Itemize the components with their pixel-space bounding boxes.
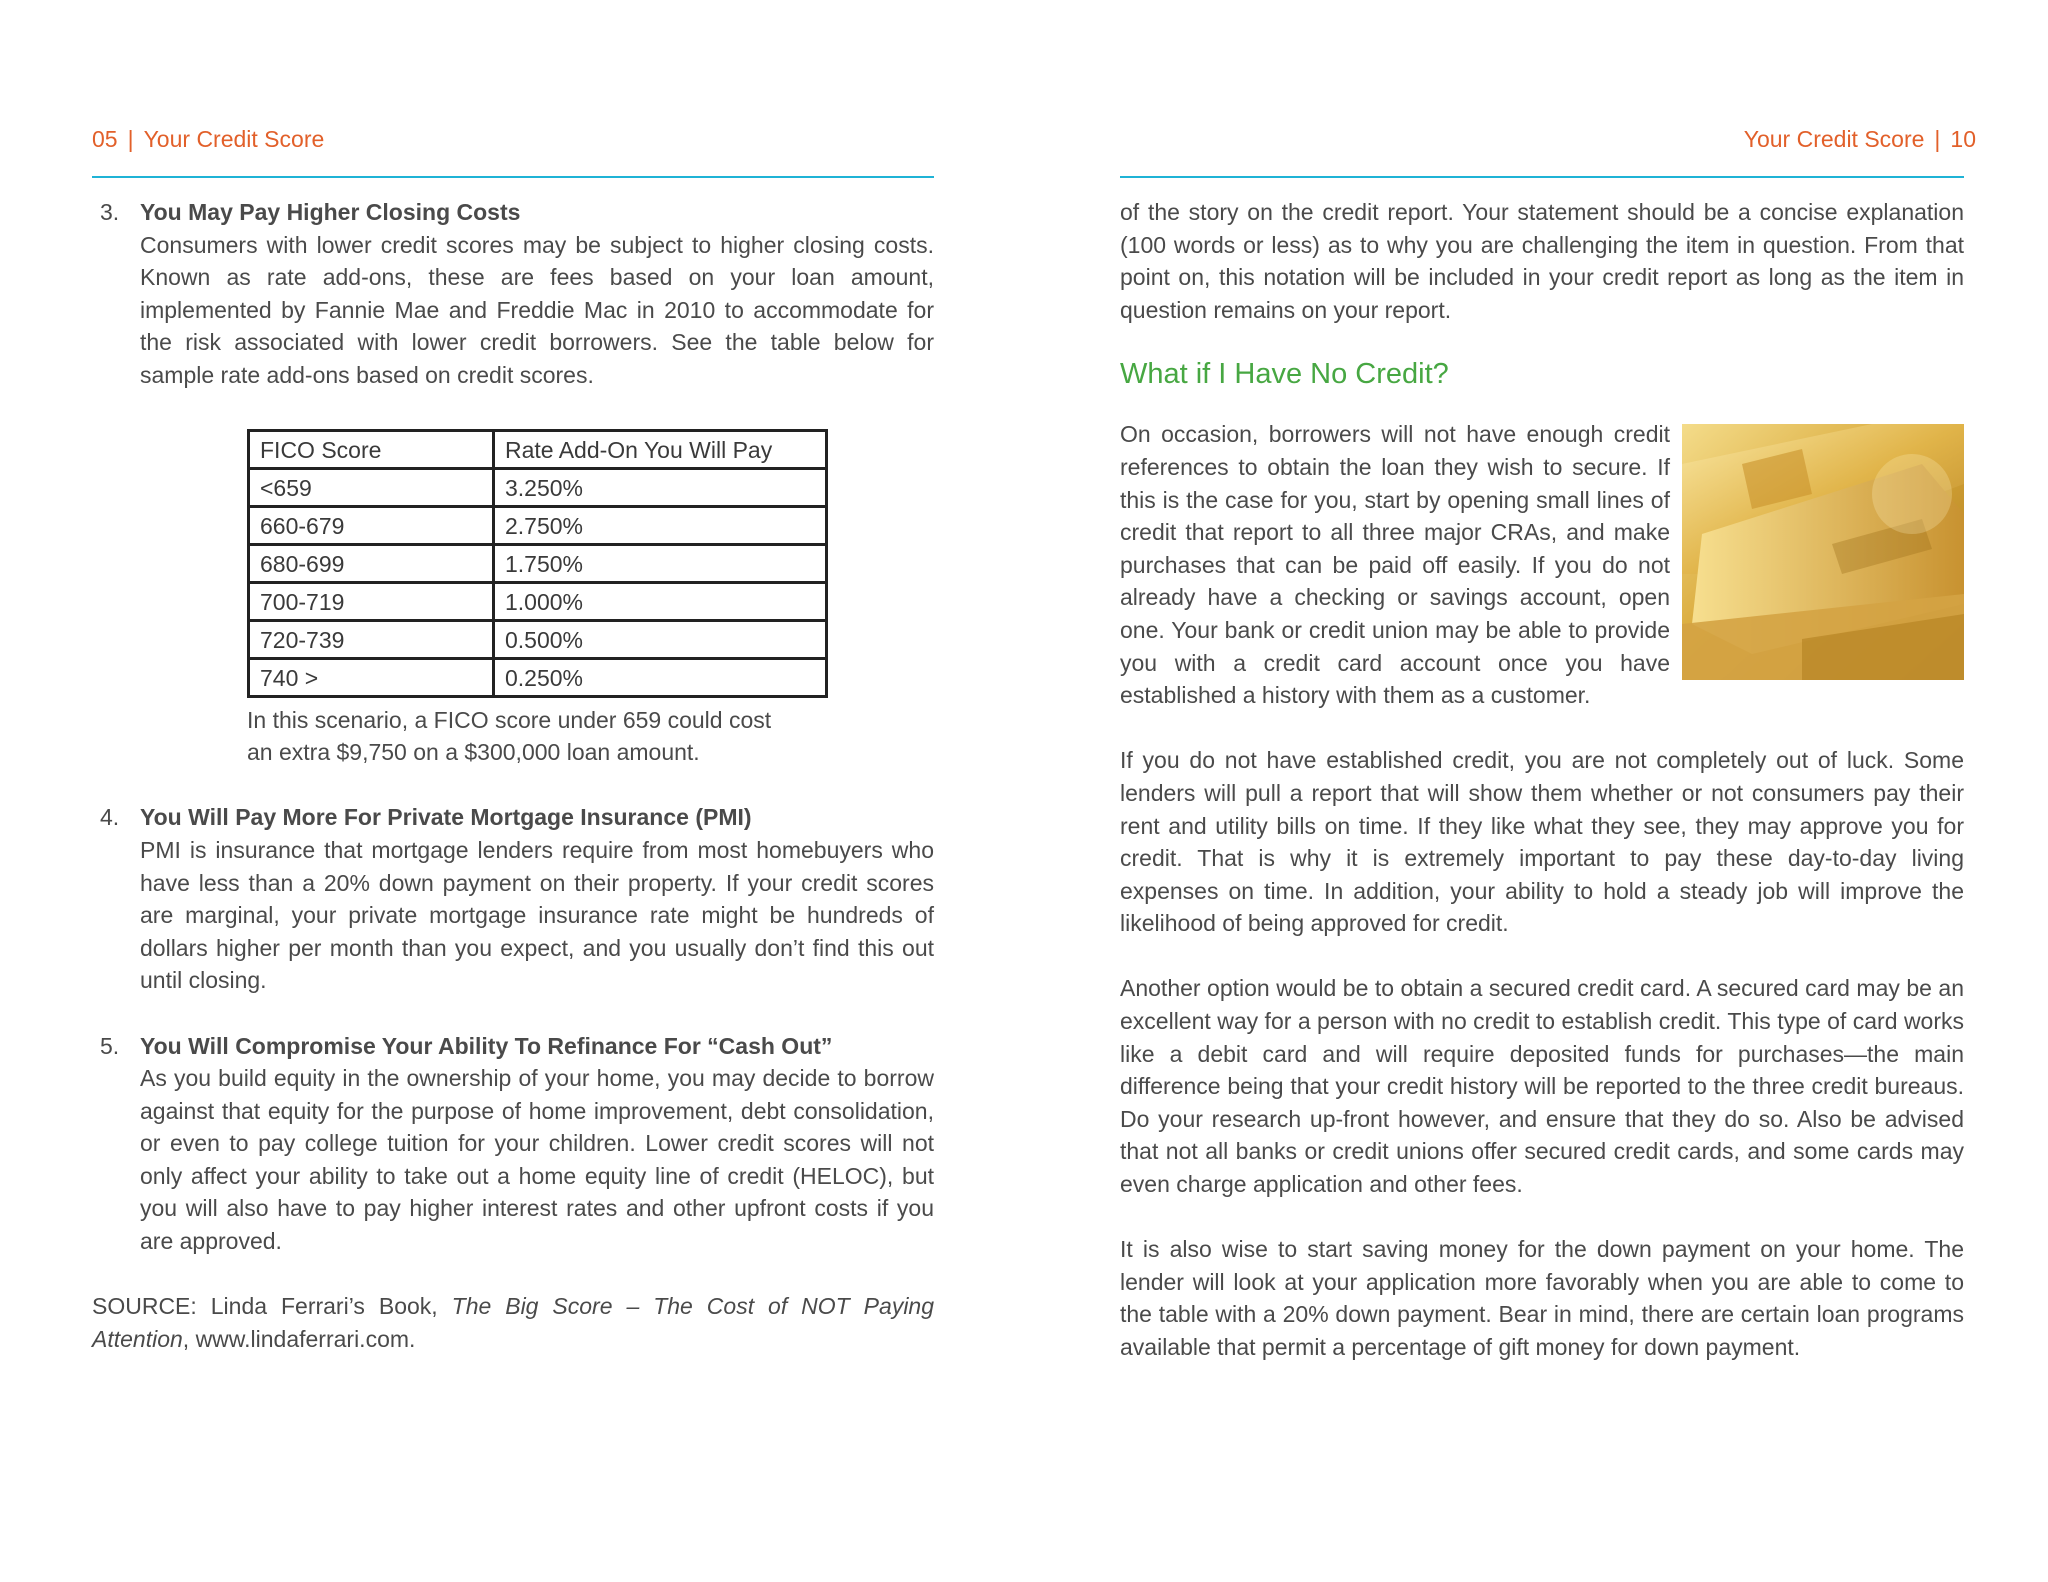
- source-citation: [92, 1290, 934, 1355]
- table-row: [249, 468, 827, 506]
- column-header: Rate Add-On You Will Pay: [494, 430, 827, 468]
- paragraph: It is also wise to start saving money for the down payment on your home. The lender will look at your application more favorably when you are able to come to the table with a 20% down payment. Bear in mind, there are certain loan programs available that permit a percentage of gift money for down payment.: [1120, 1236, 1964, 1360]
- fico-table-block: [247, 429, 828, 769]
- table-note-line: In this scenario, a FICO score under 659 could cost: [247, 706, 772, 733]
- item-number: 4.: [100, 804, 120, 831]
- item-title: You May Pay Higher Closing Costs: [140, 199, 521, 225]
- table-row: [249, 620, 827, 658]
- credit-cards-photo: [1682, 424, 1964, 680]
- header-rule: [92, 176, 934, 178]
- item-title: You Will Compromise Your Ability To Refinance For “Cash Out”: [140, 1032, 833, 1059]
- table-row: [249, 506, 827, 544]
- right-page: [1024, 0, 2048, 1582]
- right-column: [1120, 196, 1964, 1364]
- table-cell: 660-679: [249, 506, 494, 544]
- paragraph: On occasion, borrowers will not have enough credit references to obtain the loan they wish to secure. If this is the case for you, start by opening small lines of credit that report to all three major CRAs, and make purchases that can be paid off easily. If you do not already have a checking or savings account, open one. Your bank or credit union may be able to provide you with a credit card account once you have established a history with them as a customer.: [1120, 421, 1670, 709]
- source-suffix: , www.lindaferrari.com.: [182, 1325, 416, 1352]
- paragraph: Another option would be to obtain a secured credit card. A secured card may be an excellent way for a person with no credit to establish credit. This type of card works like a debit card and will require deposited funds for purchases—the main difference being that your credit history will be reported to the three credit bureaus. Do your research up-front however, and ensure that they do so. Also be advised that not all banks or credit unions offer secured credit cards, and some cards may even charge application and other fees.: [1120, 975, 1964, 1198]
- table-row: [249, 658, 827, 696]
- list-item: [92, 801, 934, 997]
- table-note: [247, 704, 828, 769]
- table-cell: 1.750%: [494, 544, 827, 582]
- table-cell: 740 >: [249, 658, 494, 696]
- fico-rate-table: [247, 429, 828, 698]
- table-row: [249, 582, 827, 620]
- table-cell: 2.750%: [494, 506, 827, 544]
- item-title: You Will Pay More For Private Mortgage Insurance (PMI): [140, 804, 752, 831]
- table-cell: 700-719: [249, 582, 494, 620]
- table-row: [249, 544, 827, 582]
- header-rule: [1120, 176, 1964, 178]
- source-book-title: The Big Score – The Cost of NOT Paying Attention: [92, 1293, 935, 1352]
- table-header-row: [249, 430, 827, 468]
- table-cell: 680-699: [249, 544, 494, 582]
- paragraph: If you do not have established credit, you are not completely out of luck. Some lenders will pull a report that will show them whether or not consumers pay their rent and utility bills on time. If they like what they see, they may approve you for credit. That is why it is extremely important to pay these day-to-day living expenses on time. In addition, your ability to hold a steady job will improve the likelihood of being approved for credit.: [1120, 747, 1964, 937]
- header-title: Your Credit Score: [143, 126, 325, 152]
- continued-paragraph: of the story on the credit report. Your statement should be a concise explanation (100 words or less) as to why you are challenging the item in question. From that point on, this notation will be included in your credit report as long as the item in question remains on your report.: [1120, 199, 1964, 323]
- section-heading: What if I Have No Credit?: [1120, 358, 1449, 391]
- item-number: 3.: [100, 199, 120, 225]
- running-header-left: [92, 126, 324, 153]
- table-cell: 0.500%: [494, 620, 827, 658]
- page-number: 10: [1950, 126, 1976, 152]
- item-body: PMI is insurance that mortgage lenders require from most homebuyers who have less than a 20% down payment on their property. If your credit scores are marginal, your private mortgage insurance rate might be hundreds of dollars higher per month than you expect, and you usually don’t find this out until closing.: [140, 836, 934, 994]
- header-title: Your Credit Score: [1743, 126, 1925, 152]
- list-item: [92, 1030, 934, 1258]
- header-divider: |: [1934, 126, 1941, 152]
- table-cell: <659: [249, 468, 494, 506]
- list-item: [92, 196, 934, 392]
- item-number: 5.: [100, 1032, 120, 1059]
- table-cell: 0.250%: [494, 658, 827, 696]
- item-body: As you build equity in the ownership of your home, you may decide to borrow against that equity for the purpose of home improvement, debt consolidation, or even to pay college tuition for your children. Lower credit scores will not only affect your ability to take out a home equity line of credit (HELOC), but you will also have to pay higher interest rates and other upfront costs if you are approved.: [140, 1065, 934, 1255]
- running-header-right: [1744, 126, 1976, 153]
- table-cell: 1.000%: [494, 582, 827, 620]
- page-number: 05: [92, 126, 118, 152]
- header-divider: |: [127, 126, 134, 152]
- left-column: [92, 196, 934, 1355]
- source-prefix: SOURCE: Linda Ferrari’s Book,: [92, 1293, 438, 1320]
- column-header: FICO Score: [249, 430, 494, 468]
- item-body: Consumers with lower credit scores may be subject to higher closing costs. Known as rate add-ons, these are fees based on your loan amount, implemented by Fannie Mae and Freddie Mac in 2010 to accommodate for the risk associated with lower credit borrowers. See the table below for sample rate add-ons based on credit scores.: [140, 231, 934, 388]
- table-note-line: an extra $9,750 on a $300,000 loan amount.: [247, 739, 700, 766]
- table-cell: 3.250%: [494, 468, 827, 506]
- table-cell: 720-739: [249, 620, 494, 658]
